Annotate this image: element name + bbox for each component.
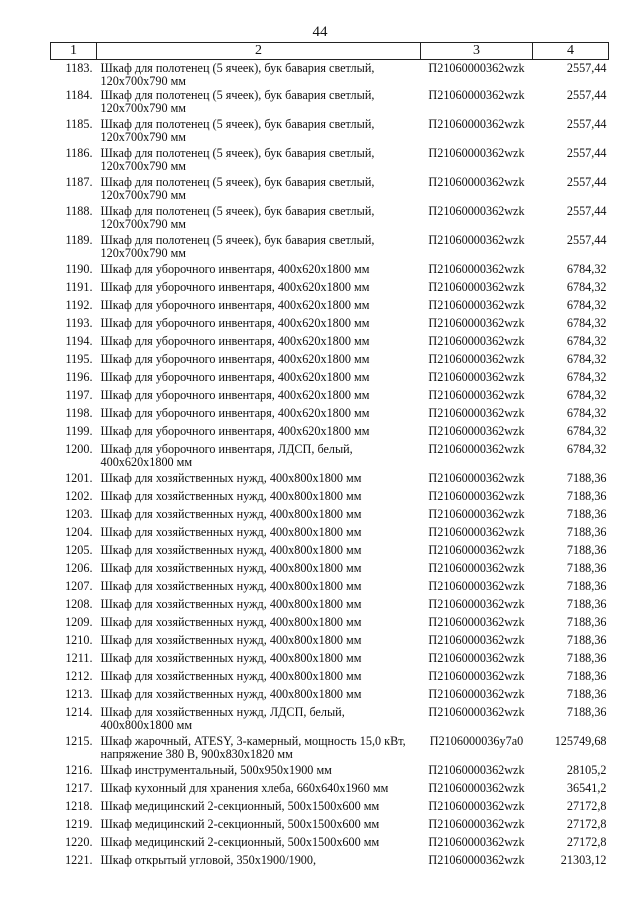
row-number: 1200.	[65, 441, 93, 456]
row-number: 1197.	[65, 387, 93, 402]
item-price: 6784,32	[566, 387, 607, 402]
item-name: Шкаф для полотенец (5 ячеек), бук бавария светлый, 120х700х790 мм	[100, 174, 375, 203]
table-row	[51, 60, 609, 89]
item-code: П21060000362wzk	[428, 650, 525, 665]
item-code: П21060000362wzk	[428, 145, 525, 160]
row-number: 1203.	[65, 506, 93, 521]
table-row	[51, 634, 609, 652]
item-code: П21060000362wzk	[428, 614, 525, 629]
table-row	[51, 147, 609, 176]
item-name: Шкаф для хозяйственных нужд, 400х800х1800 мм	[100, 506, 362, 521]
item-code: П21060000362wzk	[428, 470, 525, 485]
row-number: 1207.	[65, 578, 93, 593]
row-number: 1187.	[65, 174, 93, 189]
item-price: 7188,36	[566, 596, 607, 611]
item-code: П21060000362wzk	[428, 369, 525, 384]
column-header-3: 3	[421, 43, 533, 60]
item-name: Шкаф кухонный для хранения хлеба, 660х640х1960 мм	[100, 780, 389, 795]
table-row	[51, 800, 609, 818]
inventory-table	[50, 42, 609, 872]
item-code: П21060000362wzk	[428, 632, 525, 647]
item-code: П21060000362wzk	[428, 405, 525, 420]
table-row	[51, 317, 609, 335]
item-code: П21060000362wzk	[428, 542, 525, 557]
item-name: Шкаф для хозяйственных нужд, 400х800х1800 мм	[100, 596, 362, 611]
row-number: 1198.	[65, 405, 93, 420]
item-price: 7188,36	[566, 668, 607, 683]
item-price: 21303,12	[560, 852, 607, 867]
item-price: 6784,32	[566, 405, 607, 420]
row-number: 1204.	[65, 524, 93, 539]
item-code: П21060000362wzk	[428, 387, 525, 402]
item-name: Шкаф для хозяйственных нужд, 400х800х1800 мм	[100, 470, 362, 485]
item-name: Шкаф для хозяйственных нужд, 400х800х1800 мм	[100, 524, 362, 539]
item-code: П21060000362wzk	[428, 232, 525, 247]
row-number: 1190.	[65, 261, 93, 276]
table-row	[51, 263, 609, 281]
item-name: Шкаф для хозяйственных нужд, 400х800х1800 мм	[100, 614, 362, 629]
item-code: П21060000362wzk	[428, 261, 525, 276]
row-number: 1219.	[65, 816, 93, 831]
item-name: Шкаф для полотенец (5 ячеек), бук бавария светлый, 120х700х790 мм	[100, 116, 375, 145]
page-number: 44	[312, 24, 328, 40]
item-code: П21060000362wzk	[428, 524, 525, 539]
item-code: П21060000362wzk	[428, 762, 525, 777]
item-name: Шкаф для уборочного инвентаря, 400х620х1800 мм	[100, 351, 370, 366]
row-number: 1213.	[65, 686, 93, 701]
item-code: П21060000362wzk	[428, 816, 525, 831]
table-row	[51, 299, 609, 317]
item-name: Шкаф для уборочного инвентаря, 400х620х1800 мм	[100, 387, 370, 402]
item-code: П21060000362wzk	[428, 596, 525, 611]
row-number: 1217.	[65, 780, 93, 795]
item-code: П21060000362wzk	[428, 61, 525, 75]
item-name: Шкаф для полотенец (5 ячеек), бук бавария светлый, 120х700х790 мм	[100, 145, 375, 174]
item-price: 2557,44	[566, 174, 607, 189]
table-row	[51, 353, 609, 371]
table-row	[51, 508, 609, 526]
table-row	[51, 472, 609, 490]
row-number: 1202.	[65, 488, 93, 503]
item-code: П21060000362wzk	[428, 203, 525, 218]
item-price: 7188,36	[566, 614, 607, 629]
item-code: П2106000036у7а0	[429, 733, 524, 748]
item-price: 27172,8	[566, 834, 607, 849]
table-row	[51, 764, 609, 782]
item-name: Шкаф жарочный, ATESY, 3-камерный, мощность 15,0 кВт, напряжение 380 В, 900х830х1820 мм	[100, 733, 406, 762]
table-row	[51, 443, 609, 472]
item-price: 7188,36	[566, 542, 607, 557]
row-number: 1211.	[65, 650, 93, 665]
item-code: П21060000362wzk	[428, 333, 525, 348]
row-number: 1210.	[65, 632, 93, 647]
item-name: Шкаф медицинский 2-секционный, 500х1500х600 мм	[100, 798, 380, 813]
table-row	[51, 234, 609, 263]
item-price: 7188,36	[566, 704, 607, 719]
item-name: Шкаф медицинский 2-секционный, 500х1500х600 мм	[100, 834, 380, 849]
table-row	[51, 371, 609, 389]
item-code: П21060000362wzk	[428, 297, 525, 312]
item-name: Шкаф для уборочного инвентаря, 400х620х1800 мм	[100, 297, 370, 312]
item-price: 2557,44	[566, 87, 607, 102]
item-name: Шкаф для полотенец (5 ячеек), бук бавария светлый, 120х700х790 мм	[100, 232, 375, 261]
item-price: 6784,32	[566, 261, 607, 276]
item-price: 2557,44	[566, 145, 607, 160]
table-row	[51, 544, 609, 562]
item-price: 7188,36	[566, 686, 607, 701]
table-row	[51, 836, 609, 854]
table-row	[51, 118, 609, 147]
item-name: Шкаф для хозяйственных нужд, 400х800х1800 мм	[100, 650, 362, 665]
item-price: 6784,32	[566, 351, 607, 366]
row-number: 1220.	[65, 834, 93, 849]
item-code: П21060000362wzk	[428, 87, 525, 102]
table-row	[51, 735, 609, 764]
table-row	[51, 854, 609, 872]
item-name: Шкаф медицинский 2-секционный, 500х1500х600 мм	[100, 816, 380, 831]
row-number: 1215.	[65, 733, 93, 748]
table-row	[51, 580, 609, 598]
item-name: Шкаф открытый угловой, 350х1900/1900,	[100, 852, 317, 867]
table-row	[51, 652, 609, 670]
item-name: Шкаф для уборочного инвентаря, 400х620х1800 мм	[100, 369, 370, 384]
table-row	[51, 818, 609, 836]
item-code: П21060000362wzk	[428, 686, 525, 701]
table-row	[51, 205, 609, 234]
column-header-1: 1	[51, 43, 97, 60]
row-number: 1184.	[65, 87, 93, 102]
table-row	[51, 176, 609, 205]
row-number: 1183.	[65, 61, 93, 75]
table-row	[51, 389, 609, 407]
item-name: Шкаф для уборочного инвентаря, 400х620х1800 мм	[100, 405, 370, 420]
item-price: 28105,2	[566, 762, 607, 777]
column-header-4: 4	[533, 43, 609, 60]
row-number: 1193.	[65, 315, 93, 330]
item-code: П21060000362wzk	[428, 704, 525, 719]
item-name: Шкаф для хозяйственных нужд, 400х800х1800 мм	[100, 560, 362, 575]
item-code: П21060000362wzk	[428, 351, 525, 366]
table-header-row	[51, 43, 609, 60]
item-name: Шкаф для уборочного инвентаря, 400х620х1800 мм	[100, 333, 370, 348]
item-code: П21060000362wzk	[428, 174, 525, 189]
row-number: 1216.	[65, 762, 93, 777]
item-price: 6784,32	[566, 441, 607, 456]
item-code: П21060000362wzk	[428, 668, 525, 683]
item-price: 7188,36	[566, 470, 607, 485]
item-code: П21060000362wzk	[428, 279, 525, 294]
row-number: 1189.	[65, 232, 93, 247]
row-number: 1199.	[65, 423, 93, 438]
row-number: 1201.	[65, 470, 93, 485]
table-row	[51, 89, 609, 118]
item-price: 7188,36	[566, 506, 607, 521]
table-row	[51, 688, 609, 706]
item-code: П21060000362wzk	[428, 506, 525, 521]
item-code: П21060000362wzk	[428, 798, 525, 813]
item-code: П21060000362wzk	[428, 560, 525, 575]
item-name: Шкаф для уборочного инвентаря, 400х620х1800 мм	[100, 279, 370, 294]
table-row	[51, 562, 609, 580]
row-number: 1194.	[65, 333, 93, 348]
item-price: 2557,44	[566, 203, 607, 218]
row-number: 1209.	[65, 614, 93, 629]
table-row	[51, 490, 609, 508]
table-row	[51, 425, 609, 443]
item-price: 7188,36	[566, 488, 607, 503]
item-price: 6784,32	[566, 333, 607, 348]
item-code: П21060000362wzk	[428, 315, 525, 330]
item-price: 6784,32	[566, 279, 607, 294]
item-name: Шкаф для полотенец (5 ячеек), бук бавария светлый, 120х700х790 мм	[100, 203, 375, 232]
table-row	[51, 526, 609, 544]
item-price: 6784,32	[566, 423, 607, 438]
row-number: 1212.	[65, 668, 93, 683]
item-name: Шкаф инструментальный, 500х950х1900 мм	[100, 762, 332, 777]
item-name: Шкаф для полотенец (5 ячеек), бук бавария светлый, 120х700х790 мм	[100, 61, 375, 89]
row-number: 1196.	[65, 369, 93, 384]
item-name: Шкаф для хозяйственных нужд, 400х800х1800 мм	[100, 686, 362, 701]
item-price: 6784,32	[566, 297, 607, 312]
item-price: 7188,36	[566, 524, 607, 539]
item-code: П21060000362wzk	[428, 578, 525, 593]
table-row	[51, 782, 609, 800]
item-name: Шкаф для хозяйственных нужд, 400х800х1800 мм	[100, 668, 362, 683]
table-body	[51, 60, 609, 872]
item-name: Шкаф для хозяйственных нужд, 400х800х1800 мм	[100, 632, 362, 647]
item-code: П21060000362wzk	[428, 423, 525, 438]
row-number: 1185.	[65, 116, 93, 131]
table-row	[51, 706, 609, 735]
column-header-2: 2	[97, 43, 421, 60]
item-price: 2557,44	[566, 116, 607, 131]
item-price: 7188,36	[566, 650, 607, 665]
row-number: 1205.	[65, 542, 93, 557]
item-name: Шкаф для хозяйственных нужд, 400х800х1800 мм	[100, 488, 362, 503]
table-row	[51, 407, 609, 425]
item-name: Шкаф для хозяйственных нужд, 400х800х1800 мм	[100, 578, 362, 593]
item-name: Шкаф для полотенец (5 ячеек), бук бавария светлый, 120х700х790 мм	[100, 87, 375, 116]
table-row	[51, 598, 609, 616]
item-price: 2557,44	[566, 232, 607, 247]
item-price: 27172,8	[566, 816, 607, 831]
item-code: П21060000362wzk	[428, 834, 525, 849]
item-name: Шкаф для хозяйственных нужд, ЛДСП, белый, 400х800х1800 мм	[100, 704, 345, 733]
item-name: Шкаф для уборочного инвентаря, ЛДСП, белый, 400х620х1800 мм	[100, 441, 353, 470]
item-code: П21060000362wzk	[428, 488, 525, 503]
item-price: 36541,2	[566, 780, 607, 795]
row-number: 1206.	[65, 560, 93, 575]
table-row	[51, 335, 609, 353]
row-number: 1186.	[65, 145, 93, 160]
item-price: 27172,8	[566, 798, 607, 813]
item-price: 6784,32	[566, 369, 607, 384]
row-number: 1192.	[65, 297, 93, 312]
item-code: П21060000362wzk	[428, 780, 525, 795]
row-number: 1221.	[65, 852, 93, 867]
row-number: 1195.	[65, 351, 93, 366]
row-number: 1208.	[65, 596, 93, 611]
item-code: П21060000362wzk	[428, 441, 525, 456]
item-name: Шкаф для уборочного инвентаря, 400х620х1800 мм	[100, 261, 370, 276]
item-price: 6784,32	[566, 315, 607, 330]
row-number: 1218.	[65, 798, 93, 813]
item-name: Шкаф для хозяйственных нужд, 400х800х1800 мм	[100, 542, 362, 557]
item-name: Шкаф для уборочного инвентаря, 400х620х1800 мм	[100, 315, 370, 330]
item-code: П21060000362wzk	[428, 852, 525, 867]
row-number: 1188.	[65, 203, 93, 218]
item-price: 7188,36	[566, 560, 607, 575]
table-row	[51, 670, 609, 688]
table-row	[51, 616, 609, 634]
item-price: 7188,36	[566, 632, 607, 647]
item-price: 125749,68	[554, 733, 607, 748]
item-name: Шкаф для уборочного инвентаря, 400х620х1800 мм	[100, 423, 370, 438]
item-price: 2557,44	[566, 61, 607, 75]
table-row	[51, 281, 609, 299]
item-price: 7188,36	[566, 578, 607, 593]
row-number: 1191.	[65, 279, 93, 294]
item-code: П21060000362wzk	[428, 116, 525, 131]
row-number: 1214.	[65, 704, 93, 719]
